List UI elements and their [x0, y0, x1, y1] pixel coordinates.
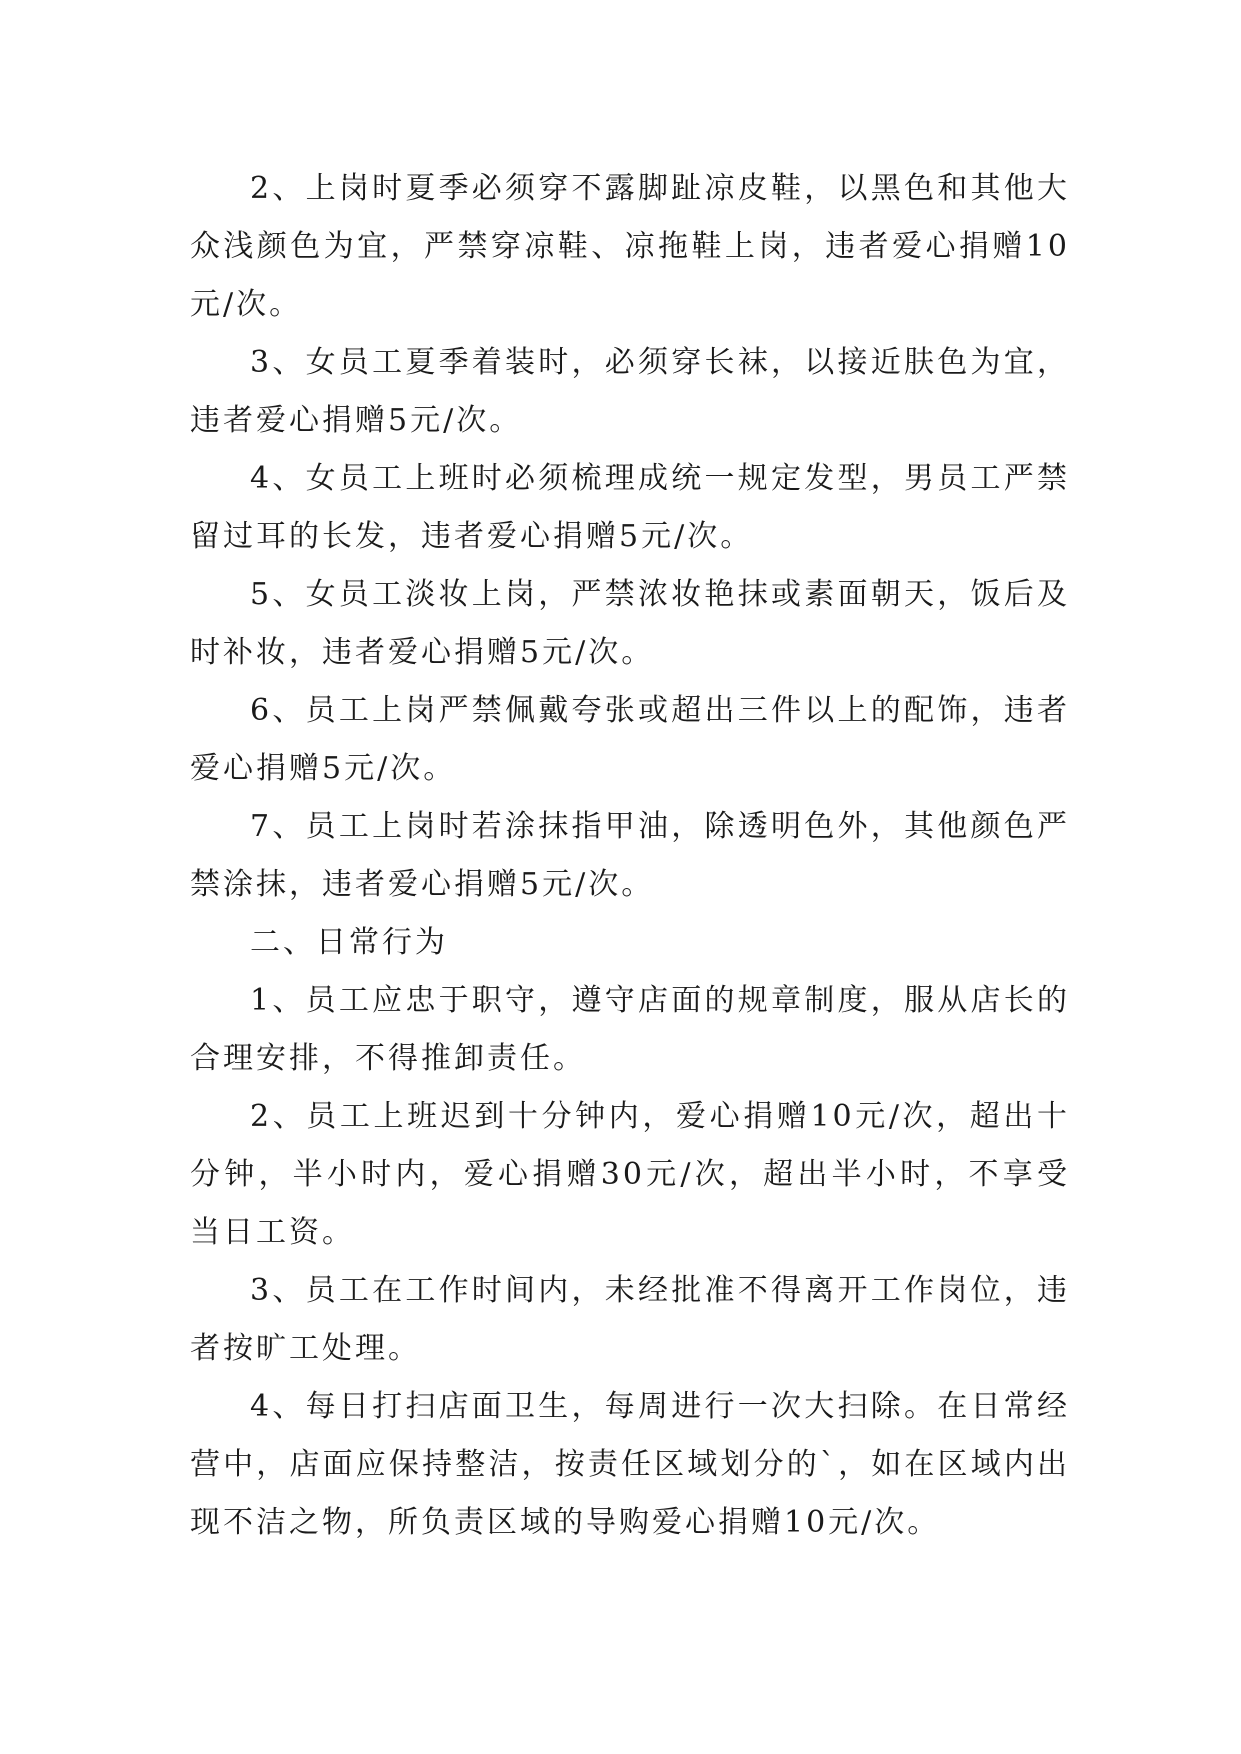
paragraph-duty: 1、员工应忠于职守，遵守店面的规章制度，服从店长的合理安排，不得推卸责任。	[190, 983, 1070, 1076]
paragraph-makeup: 5、女员工淡妆上岗，严禁浓妆艳抹或素面朝天，饭后及时补妆，违者爱心捐赠5元/次。	[190, 577, 1070, 670]
paragraph-leaving-post: 3、员工在工作时间内，未经批准不得离开工作岗位，违者按旷工处理。	[190, 1273, 1070, 1366]
paragraph-summer-shoes: 2、上岗时夏季必须穿不露脚趾凉皮鞋，以黑色和其他大众浅颜色为宜，严禁穿凉鞋、凉拖鞋上岗，违者爱心捐赠10元/次。	[190, 171, 1070, 322]
paragraph-cleaning: 4、每日打扫店面卫生，每周进行一次大扫除。在日常经营中，店面应保持整洁，按责任区域划分的`，如在区域内出现不洁之物，所负责区域的导购爱心捐赠10元/次。	[190, 1389, 1070, 1540]
section-heading-daily-behavior: 二、日常行为	[250, 925, 448, 960]
paragraph-hairstyle: 4、女员工上班时必须梳理成统一规定发型，男员工严禁留过耳的长发，违者爱心捐赠5元/次。	[190, 461, 1070, 554]
paragraph-nail-polish: 7、员工上岗时若涂抹指甲油，除透明色外，其他颜色严禁涂抹，违者爱心捐赠5元/次。	[190, 809, 1070, 902]
paragraph-stockings: 3、女员工夏季着装时，必须穿长袜，以接近肤色为宜，违者爱心捐赠5元/次。	[190, 345, 1070, 438]
paragraph-lateness: 2、员工上班迟到十分钟内，爱心捐赠10元/次，超出十分钟，半小时内，爱心捐赠30元/次，超出半小时，不享受当日工资。	[190, 1099, 1070, 1250]
document-body	[190, 160, 1070, 1552]
paragraph-accessories: 6、员工上岗严禁佩戴夸张或超出三件以上的配饰，违者爱心捐赠5元/次。	[190, 693, 1070, 786]
